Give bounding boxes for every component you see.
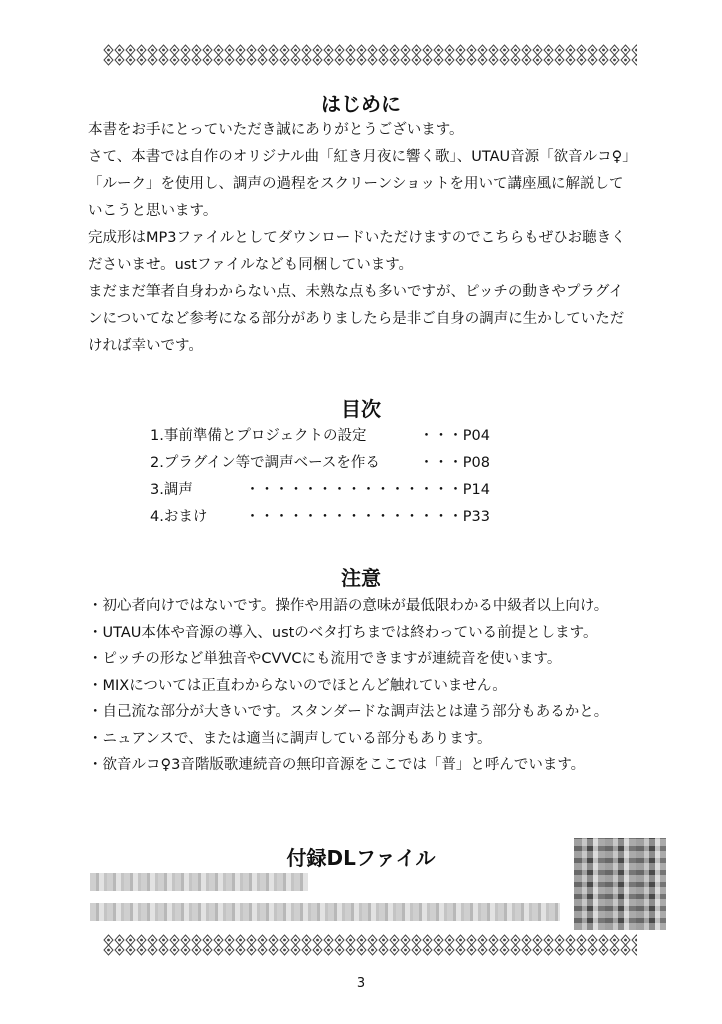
toc-item-title: 4.おまけ [150, 509, 208, 525]
intro-paragraph: まだまだ筆者自身わからない点、未熟な点も多いですが、ピッチの動きやプラグインについてなど参考になる部分がありましたら是非ご自身の調声に生かしていただければ幸いです。 [88, 284, 625, 354]
note-item: ・ニュアンスで、または適当に調声している部分もあります。 [88, 730, 492, 747]
toc-heading: 目次 [341, 397, 381, 421]
toc-item-title: 3.調声 [150, 482, 193, 498]
note-item: ・MIXについては正直わからないのでほとんど触れていません。 [88, 677, 507, 694]
note-item: ・UTAU本体や音源の導入、ustのベタ打ちまでは終わっている前提とします。 [88, 624, 598, 641]
toc-item [150, 450, 490, 477]
blurred-download-link-2 [90, 903, 560, 921]
toc-item-page: ・・・P08 [419, 455, 490, 471]
toc-item-title: 2.プラグイン等で調声ベースを作る [150, 455, 380, 471]
notes-list [88, 593, 688, 779]
toc-item-page: ・・・・・・・・・・・・・・・P14 [245, 482, 490, 498]
toc-item [150, 504, 490, 531]
note-item: ・欲音ルコ♀3音階版歌連続音の無印音源をここでは「普」と呼んでいます。 [88, 757, 586, 773]
toc-item-page: ・・・P04 [419, 428, 490, 444]
intro-paragraph: さて、本書では自作のオリジナル曲「紅き月夜に響く歌」、UTAU音源「欲音ルコ♀」「ルーク」を使用し、調声の過程をスクリーンショットを用いて講座風に解説していこうと思います。 [88, 149, 630, 219]
toc-item-page: ・・・・・・・・・・・・・・・P33 [245, 509, 490, 525]
blurred-download-link-1 [90, 873, 308, 891]
note-item: ・ピッチの形など単独音やCVVCにも流用できますが連続音を使います。 [88, 651, 562, 667]
note-item: ・初心者向けではないです。操作や用語の意味が最低限わかる中級者以上向け。 [88, 598, 609, 614]
decorative-border-top [103, 44, 637, 66]
intro-heading: はじめに [321, 92, 401, 116]
table-of-contents [150, 423, 490, 531]
intro-body [88, 117, 636, 360]
intro-paragraph: 完成形はMP3ファイルとしてダウンロードいただけますのでこちらもぜひお聴きくださいませ。ustファイルなども同梱しています。 [88, 230, 626, 273]
bonus-heading: 付録DLファイル [286, 846, 436, 870]
notes-heading: 注意 [341, 566, 381, 590]
toc-item [150, 477, 490, 504]
intro-paragraph: 本書をお手にとっていただき誠にありがとうございます。 [88, 122, 464, 138]
note-item: ・自己流な部分が大きいです。スタンダードな調声法とは違う部分もあるかと。 [88, 704, 609, 720]
toc-item-title: 1.事前準備とプロジェクトの設定 [150, 428, 367, 444]
blurred-qr-code [574, 838, 666, 930]
decorative-border-bottom [103, 934, 637, 956]
page-number: 3 [356, 976, 366, 991]
toc-item [150, 423, 490, 450]
